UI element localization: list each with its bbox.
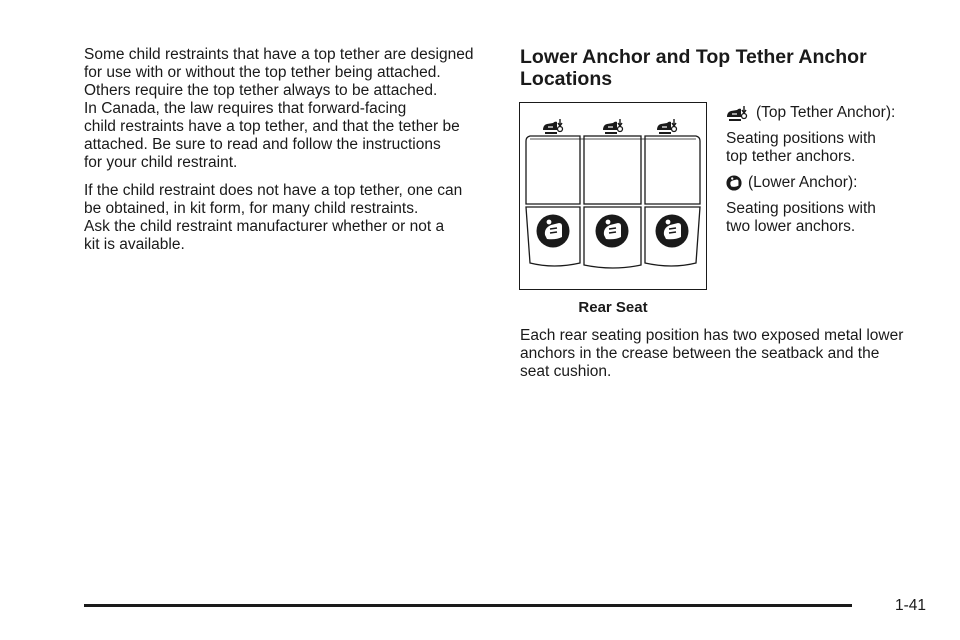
legend-description — [726, 200, 926, 236]
top-tether-anchor-icon — [726, 104, 750, 122]
figure-caption: Rear Seat — [578, 299, 648, 316]
text-line: Each rear seating position has two exposed metal lower — [520, 327, 904, 344]
page-number: 1-41 — [895, 597, 927, 614]
text-line: In Canada, the law requires that forward-facing — [84, 100, 407, 117]
lower-anchor-icon — [656, 215, 689, 248]
text-line: be obtained, in kit form, for many child restraints. — [84, 200, 419, 217]
text-line: Some child restraints that have a top tether are designed — [84, 46, 474, 63]
footer-rule — [84, 604, 852, 607]
paragraph-lower-anchors — [520, 327, 930, 381]
text-line: If the child restraint does not have a top tether, one can — [84, 182, 463, 199]
top-tether-anchor-icon — [657, 119, 677, 134]
lower-anchor-icon — [726, 175, 742, 191]
text-line: top tether anchors. — [726, 148, 856, 165]
legend-lower-anchor — [726, 174, 926, 236]
paragraph-top-tether-usage — [84, 46, 494, 172]
legend-label: (Lower Anchor): — [748, 174, 858, 191]
text-line: Seating positions with — [726, 200, 876, 217]
legend-description — [726, 130, 926, 166]
left-column — [84, 46, 494, 264]
text-line: two lower anchors. — [726, 218, 856, 235]
text-line: Ask the child restraint manufacturer whether or not a — [84, 218, 445, 235]
legend-top-tether — [726, 104, 926, 166]
text-line: Seating positions with — [726, 130, 876, 147]
rear-seat-figure — [519, 102, 707, 290]
text-line: Others require the top tether always to be attached. — [84, 82, 438, 99]
top-tether-anchor-icon — [603, 119, 623, 134]
title-line: Locations — [520, 68, 613, 90]
lower-anchor-icon — [596, 215, 629, 248]
text-line: anchors in the crease between the seatback and the — [520, 345, 880, 362]
title-line: Lower Anchor and Top Tether Anchor — [520, 46, 867, 68]
text-line: for your child restraint. — [84, 154, 238, 171]
lower-anchor-icon — [537, 215, 570, 248]
text-line: kit is available. — [84, 236, 185, 253]
top-tether-anchor-icon — [543, 119, 563, 134]
section-title — [520, 46, 920, 90]
legend-label: (Top Tether Anchor): — [756, 104, 896, 121]
text-line: child restraints have a top tether, and that the tether be — [84, 118, 460, 135]
text-line: attached. Be sure to read and follow the instructions — [84, 136, 441, 153]
paragraph-tether-kit — [84, 182, 494, 254]
text-line: seat cushion. — [520, 363, 612, 380]
text-line: for use with or without the top tether being attached. — [84, 64, 441, 81]
